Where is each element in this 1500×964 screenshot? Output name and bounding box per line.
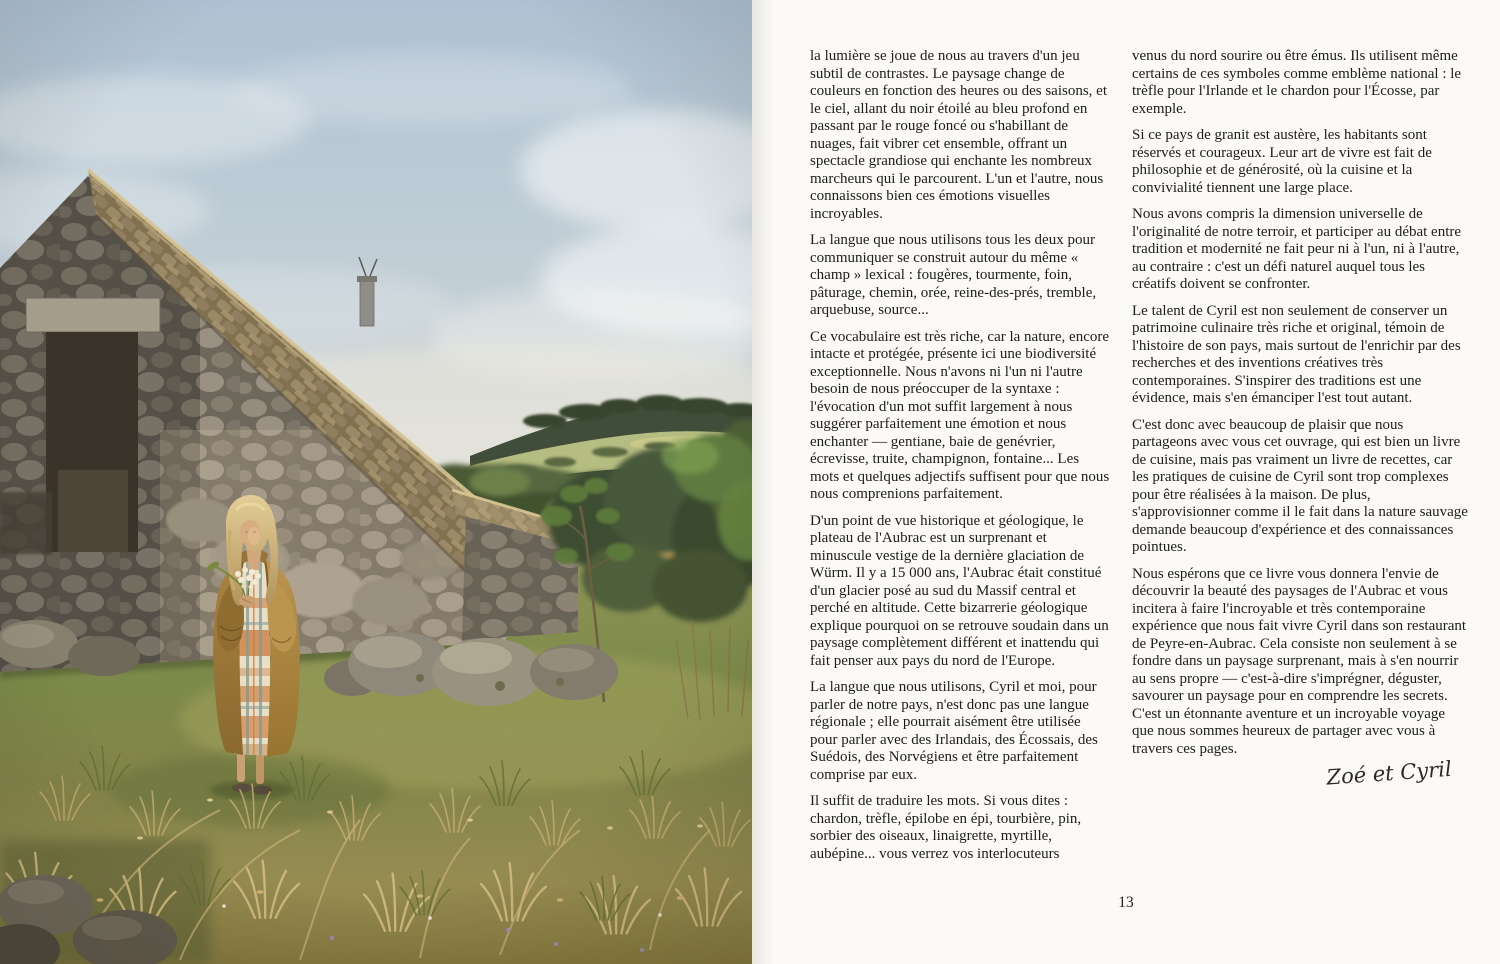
page-gutter-shadow [752, 0, 774, 964]
paragraph: Il suffit de traduire les mots. Si vous dites : chardon, trèfle, épilobe en épi, tourbière, pin, sorbier des oiseaux, linaigrette, myrtille, aubépine... vous verrez vos interlocuteurs [810, 793, 1082, 862]
paragraph: Nous avons compris la dimension universelle de l'originalité de notre terroir, et participer au débat entre tradition et modernité ne fait peur ni à l'un, ni à l'autre, au contraire : c'est un défi naturel auquel tous les créatifs doivent se confronter. [1132, 206, 1462, 292]
text-column-left [810, 48, 1110, 872]
paragraph: C'est donc avec beaucoup de plaisir que nous partageons avec vous cet ouvrage, qui est bien un livre de cuisine, mais pas vraiment un livre de recettes, car les pratiques de cuisine de Cyril sont trop complexes pour être réalisées à la maison. De plus, s'approvisionner comme il le fait dans la nature sauvage demande beaucoup d'expérience et des connaissances pointues. [1132, 416, 1468, 555]
paragraph: D'un point de vue historique et géologique, le plateau de l'Aubrac est un surprenant et minuscule vestige de la dernière glaciation de Würm. Il y a 15 000 ans, l'Aubrac était constitué d'un glacier posé au sud du Massif central et perché en altitude. Cette bizarrerie géologique explique pourquoi on se retrouve soudain dans un paysage complètement différent et inattendu qui fait penser aux pays du nord de l'Europe. [810, 512, 1109, 669]
right-page [752, 0, 1500, 964]
paragraph: Si ce pays de granit est austère, les habitants sont réservés et courageux. Leur art de vivre est fait de philosophie et de générosité, où la cuisine et la convivialité tiennent une large place. [1132, 127, 1432, 196]
paragraph: la lumière se joue de nous au travers d'un jeu subtil de contrastes. Le paysage change de couleurs en fonction des heures ou des saisons, et le ciel, allant du noir étoilé au bleu profond en passant par le rouge foncé ou s'habillant de nuages, fait vibrer cet ensemble, offrant un spectacle grandiose qui enchante les nombreux marcheurs qui le parcourent. L'un et l'autre, nous connaissons bien ces émotions visuelles incroyables. [810, 48, 1108, 222]
page-number: 13 [1118, 894, 1134, 911]
paragraph: La langue que nous utilisons tous les deux pour communiquer se construit autour du même « champ » lexical : fougères, tourmente, foin, pâturage, chemin, orée, reine-des-prés, tremble, arquebuse, source... [810, 232, 1097, 318]
paragraph: Ce vocabulaire est très riche, car la nature, encore intacte et protégée, présente ici une biodiversité exceptionnelle. Nous n'avons ni l'un ni l'autre besoin de nous préoccuper de la syntaxe : l'évocation d'un mot suffit largement à nous suggérer parfaitement une émotion et nous enchanter — gentiane, baie de genévrier, écrevisse, truite, champignon, fontaine... Les mots et quelques adjectifs suffisent pour que nous nous comprenions parfaitement. [810, 328, 1110, 502]
paragraph: Le talent de Cyril est non seulement de conserver un patrimoine culinaire très riche et original, témoin de l'histoire de son pays, mais surtout de l'enrichir par des recherches et des inventions créatives très contemporaines. S'inspirer des traditions est une évidence, mais s'en émanciper l'est tout autant. [1132, 302, 1461, 406]
paragraph: venus du nord sourire ou être émus. Ils utilisent même certains de ces symboles comme emblème national : le trèfle pour l'Irlande et le chardon pour l'Écosse, par exemple. [1132, 48, 1462, 117]
text-column-right [1132, 48, 1468, 790]
paragraph: Nous espérons que ce livre vous donnera l'envie de découvrir la beauté des paysages de l'Aubrac et vous incitera à faire l'incroyable et très contemporaine expérience que nous fait vivre Cyril dans son restaurant de Peyre-en-Aubrac. Cela consiste non seulement à se fondre dans un paysage surprenant, mais à s'en nourrir au sens propre — c'est-à-dire s'imprégner, déguster, savourer un paysage pour en comprendre les secrets. C'est un étonnante aventure et un incroyable voyage que nous sommes heureux de partager avec vous à travers ces pages. [1132, 565, 1467, 757]
handwritten-signature: Zoé et Cyril [1325, 756, 1453, 790]
paragraph: La langue que nous utilisons, Cyril et moi, pour parler de notre pays, n'est donc pas une langue régionale ; elle pourrait aisément être utilisée pour parler avec des Irlandais, des Écossais, des Suédois, des Norvégiens et être parfaitement comprise par eux. [810, 679, 1098, 783]
